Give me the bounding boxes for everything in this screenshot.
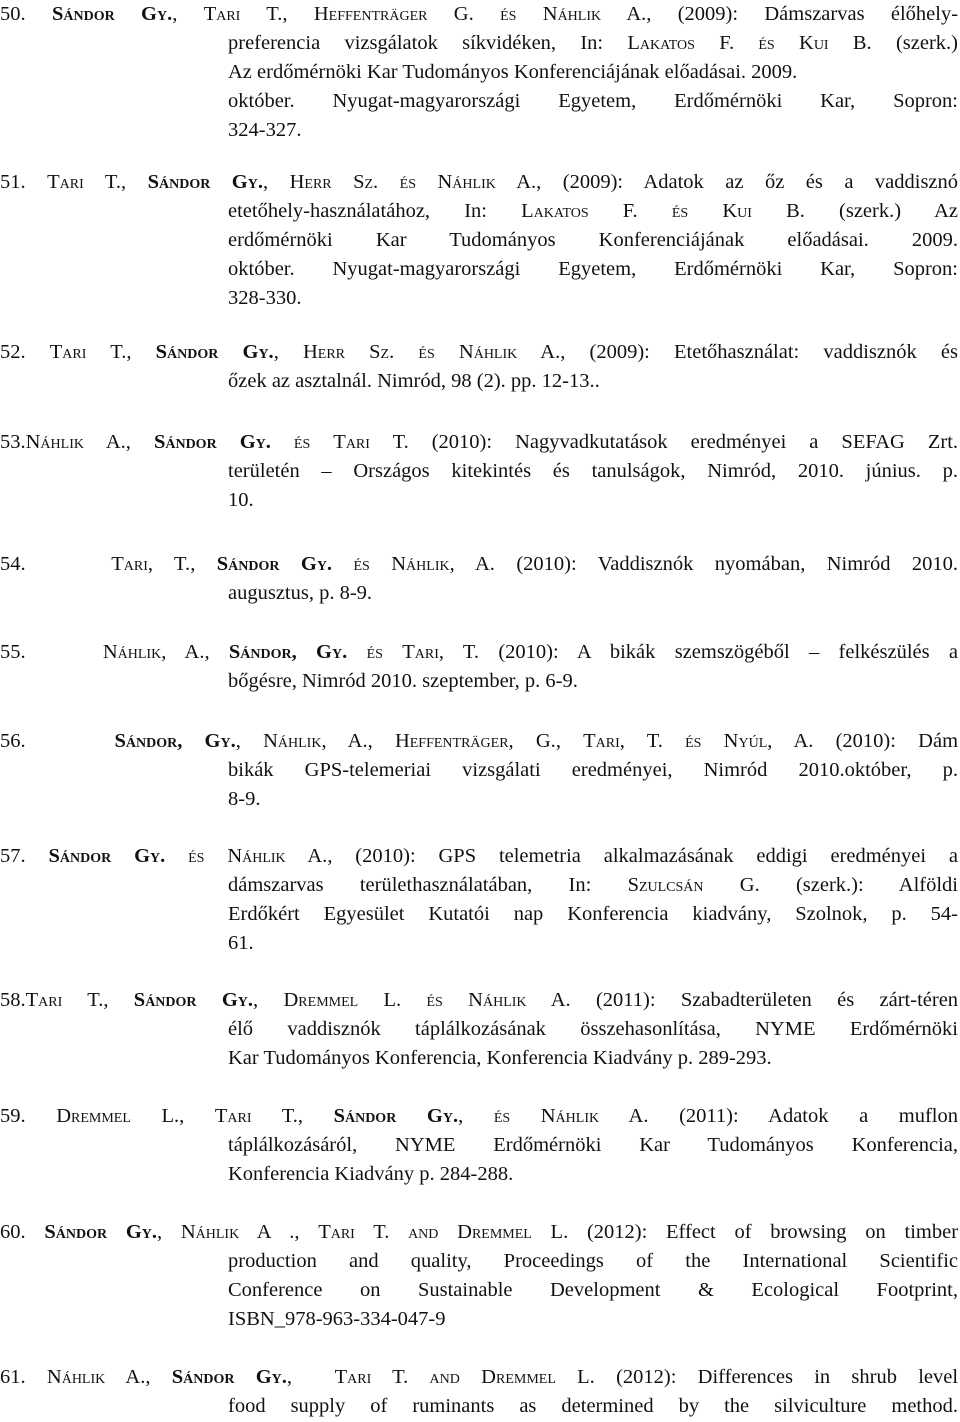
author-name-bold: Sándor Gy. [171, 1366, 287, 1388]
reference-continuation-line [228, 255, 958, 284]
author-name: Herr Sz. [302, 341, 395, 363]
reference-text: , [125, 431, 154, 453]
author-name: and [408, 1221, 439, 1243]
reference-continuation-line [228, 1160, 958, 1189]
reference-text: G. (szerk.): Alföldi [703, 874, 958, 896]
reference-text: , [262, 171, 290, 193]
author-name: Lakatos [521, 200, 589, 222]
reference-continuation-line [228, 929, 958, 958]
reference-text: 57. [0, 845, 49, 867]
author-name: Náhlik A. [540, 1105, 649, 1127]
reference-text: őzek az asztalnál. Nimród, 98 (2). pp. 12-13.. [228, 370, 600, 392]
reference-first-line [0, 1363, 958, 1392]
reference-text: , [145, 1366, 172, 1388]
author-name: és [418, 341, 435, 363]
reference-text: táplálkozásáról, NYME Erdőmérnöki Kar Tudományos Konferencia, [228, 1134, 958, 1156]
reference-text [775, 32, 799, 54]
reference-text [370, 553, 391, 575]
reference-text: , [120, 171, 148, 193]
author-name-bold: Sándor, Gy. [114, 730, 236, 752]
reference-text: 324-327. [228, 119, 302, 141]
reference-first-line [0, 1218, 958, 1247]
reference-text: Az erdőmérnöki Kar Tudományos Konferenciájának előadásai. 2009. [228, 61, 798, 83]
reference-continuation-line [228, 367, 958, 396]
reference-text: dámszarvas területhasználatában, In: [228, 874, 628, 896]
reference-text [383, 641, 402, 663]
reference-text: (2012): Effect of browsing on timber [568, 1221, 959, 1243]
reference-text: , [172, 3, 204, 25]
reference-continuation-line [228, 579, 958, 608]
author-name: Kui [722, 200, 752, 222]
reference-text: F. [694, 32, 759, 54]
author-name: és [500, 3, 517, 25]
reference-text: 10. [228, 489, 254, 511]
reference-text: 60. [0, 1221, 45, 1243]
reference-continuation-line [228, 1131, 958, 1160]
author-name: Náhlik A. [458, 341, 561, 363]
reference-text [474, 3, 500, 25]
author-name: Heffenträger, G. [394, 730, 556, 752]
author-name: Náhlik A. [46, 1366, 146, 1388]
reference-text: (2012): Differences in shrub level [594, 1366, 959, 1388]
reference-text [663, 730, 685, 752]
reference-text: etetőhely-használatához, In: [228, 200, 522, 222]
reference-first-line [0, 842, 958, 871]
author-name-bold: Sándor Gy. [51, 3, 173, 25]
reference-text: (2010): Dám [813, 730, 959, 752]
reference-text: élő vaddisznók táplálkozásának összehasonlítása, NYME Erdőmérnöki [228, 1018, 958, 1040]
author-name: Náhlik A. [468, 989, 571, 1011]
author-name: Herr Sz. [289, 171, 379, 193]
reference-text: , [103, 989, 134, 1011]
author-name-bold: Sándor Gy. [216, 553, 333, 575]
author-name: és [426, 989, 443, 1011]
reference-continuation-line [228, 58, 958, 87]
reference-continuation-line [228, 116, 958, 145]
reference-entry [0, 1102, 958, 1189]
reference-continuation-line [228, 1044, 958, 1073]
reference-continuation-line [228, 871, 958, 900]
reference-text: , [204, 641, 229, 663]
reference-text: F. [588, 200, 672, 222]
reference-first-line [0, 0, 958, 29]
author-name: és [188, 845, 205, 867]
reference-text: , [179, 1105, 215, 1127]
reference-entry [0, 638, 958, 696]
reference-text: 8-9. [228, 788, 261, 810]
author-name: és [685, 730, 702, 752]
reference-continuation-line [228, 1015, 958, 1044]
reference-continuation-line [228, 197, 958, 226]
author-name: Náhlik A . [180, 1221, 295, 1243]
author-name: Náhlik A. [25, 431, 126, 453]
reference-text [701, 730, 723, 752]
reference-text: (2010): Nagyvadkutatások eredményei a SEFAG Zrt. [408, 431, 959, 453]
reference-text: (2010): Vaddisznók nyomában, Nimród 2010. [494, 553, 959, 575]
reference-text: 328-330. [228, 287, 302, 309]
reference-text: 58. [0, 989, 26, 1011]
reference-entry [0, 338, 958, 396]
reference-text [408, 1366, 429, 1388]
reference-first-line [0, 428, 958, 457]
author-name: Dremmel L. [457, 1221, 569, 1243]
author-name: Tari, T. [111, 553, 191, 575]
reference-text: Erdőkért Egyesület Kutatói nap Konferencia kiadvány, Szolnok, p. 54- [228, 903, 958, 925]
reference-text [688, 200, 722, 222]
author-name: Dremmel L. [283, 989, 402, 1011]
reference-continuation-line [228, 1392, 958, 1421]
reference-text: 51. [0, 171, 48, 193]
reference-first-line [0, 1102, 958, 1131]
reference-text: Conference on Sustainable Development & Ecological Footprint, [228, 1279, 958, 1301]
reference-text: 61. [0, 1366, 47, 1388]
reference-continuation-line [228, 667, 958, 696]
reference-text: (2011): Adatok a muflon [648, 1105, 958, 1127]
reference-text: , [367, 730, 395, 752]
author-name: Lakatos [627, 32, 695, 54]
reference-text: , [458, 1105, 494, 1127]
reference-text: bikák GPS-telemeriai vizsgálati eredményei, Nimród 2010.október, p. [228, 759, 958, 781]
reference-continuation-line [228, 756, 958, 785]
reference-entry [0, 0, 958, 145]
author-name: Nyúl, A. [723, 730, 814, 752]
author-name: és [399, 171, 417, 193]
reference-first-line [0, 986, 958, 1015]
reference-text: , [273, 341, 303, 363]
reference-text: , [555, 730, 584, 752]
reference-continuation-line [228, 1247, 958, 1276]
reference-text [460, 1366, 481, 1388]
reference-text: területén – Országos kitekintés és tanulságok, Nimród, 2010. június. p. [228, 460, 958, 482]
author-name: és [293, 431, 311, 453]
author-name: és [758, 32, 775, 54]
reference-text: október. Nyugat-magyarországi Egyetem, Erdőmérnöki Kar, Sopron: [228, 90, 958, 112]
reference-text: 55. [0, 641, 103, 663]
reference-text: , [157, 1221, 181, 1243]
reference-text: 52. [0, 341, 50, 363]
reference-first-line [0, 727, 958, 756]
reference-continuation-line [228, 900, 958, 929]
reference-continuation-line [228, 457, 958, 486]
reference-text: B. (szerk.) Az [751, 200, 958, 222]
reference-text [435, 341, 459, 363]
reference-text: , [190, 553, 217, 575]
author-name: és [493, 1105, 511, 1127]
author-name: Náhlik, A. [263, 730, 368, 752]
reference-text [389, 1221, 408, 1243]
author-name: Tari T. [203, 3, 283, 25]
reference-text: , [297, 1105, 334, 1127]
reference-text [416, 171, 437, 193]
author-name: Heffenträger G. [313, 3, 474, 25]
reference-text: bőgésre, Nimród 2010. szeptember, p. 6-9. [228, 670, 578, 692]
author-name: és [671, 200, 689, 222]
reference-entry [0, 986, 958, 1073]
reference-text: , (2009): Etetőhasználat: vaddisznók és [560, 341, 958, 363]
author-name: Tari T. [214, 1105, 298, 1127]
reference-entry [0, 1218, 958, 1334]
reference-text: preferencia vizsgálatok síkvidéken, In: [228, 32, 628, 54]
reference-continuation-line [228, 284, 958, 313]
reference-text: ISBN_978-963-334-047-9 [228, 1308, 446, 1330]
reference-text: B. (szerk.) [828, 32, 958, 54]
author-name: and [429, 1366, 460, 1388]
author-name-bold: Sándor Gy. [147, 171, 263, 193]
reference-text [165, 845, 188, 867]
author-name-bold: Sándor Gy. [333, 1105, 459, 1127]
author-name: Tari T. [318, 1221, 390, 1243]
reference-text: , [253, 989, 284, 1011]
reference-text: (2011): Szabadterületen és zárt-téren [570, 989, 959, 1011]
author-name-bold: Sándor Gy. [48, 845, 166, 867]
reference-text [510, 1105, 541, 1127]
author-name: Tari T. [333, 431, 409, 453]
reference-entry [0, 428, 958, 515]
reference-continuation-line [228, 1276, 958, 1305]
reference-text: , [294, 1221, 319, 1243]
reference-text [310, 431, 333, 453]
reference-text: 59. [0, 1105, 57, 1127]
reference-text: , (2010): GPS telemetria alkalmazásának eddigi eredményei a [327, 845, 959, 867]
reference-entry [0, 168, 958, 313]
reference-text: 53. [0, 431, 26, 453]
reference-text: , [235, 730, 264, 752]
reference-text: food supply of ruminants as determined by the silviculture method. [228, 1395, 958, 1417]
author-name: Dremmel L. [481, 1366, 595, 1388]
reference-entry [0, 550, 958, 608]
author-name: és [353, 553, 370, 575]
author-name: Tari T. [334, 1366, 409, 1388]
reference-text: , [126, 341, 156, 363]
reference-text [347, 641, 366, 663]
reference-continuation-line [228, 226, 958, 255]
reference-first-line [0, 550, 958, 579]
reference-text [332, 553, 353, 575]
author-name-bold: Sándor Gy. [133, 989, 254, 1011]
reference-text: 61. [228, 932, 254, 954]
author-name: és [366, 641, 383, 663]
author-name: Tari T. [25, 989, 104, 1011]
author-name: Náhlik, A. [391, 553, 495, 575]
reference-text: , (2009): Adatok az őz és a vaddisznó [536, 171, 959, 193]
reference-continuation-line [228, 785, 958, 814]
reference-text [204, 845, 227, 867]
reference-continuation-line [228, 29, 958, 58]
reference-continuation-line [228, 1305, 958, 1334]
reference-continuation-line [228, 87, 958, 116]
reference-text: , (2009): Dámszarvas élőhely- [646, 3, 959, 25]
reference-text: augusztus, p. 8-9. [228, 582, 373, 604]
author-name: Tari T. [49, 341, 127, 363]
reference-continuation-line [228, 486, 958, 515]
author-name: Tari T. [47, 171, 121, 193]
reference-entry [0, 1363, 958, 1421]
reference-text: (2010): A bikák szemszögéből – felkészülés a [479, 641, 959, 663]
reference-text: 56. [0, 730, 115, 752]
reference-text [401, 989, 426, 1011]
author-name: Kui [799, 32, 829, 54]
reference-first-line [0, 638, 958, 667]
reference-entry [0, 727, 958, 814]
author-name: Dremmel L. [56, 1105, 180, 1127]
author-name: Szulcsán [627, 874, 704, 896]
reference-text: erdőmérnöki Kar Tudományos Konferenciájának előadásai. 2009. [228, 229, 958, 251]
reference-text [443, 989, 468, 1011]
reference-text [378, 171, 399, 193]
reference-first-line [0, 168, 958, 197]
reference-text: production and quality, Proceedings of the International Scientific [228, 1250, 958, 1272]
reference-text: Kar Tudományos Konferencia, Konferencia Kiadvány p. 289-293. [228, 1047, 772, 1069]
reference-first-line [0, 338, 958, 367]
author-name-bold: Sándor Gy. [153, 431, 271, 453]
reference-text: 50. [0, 3, 52, 25]
reference-text: Konferencia Kiadvány p. 284-288. [228, 1163, 514, 1185]
reference-text: , [282, 3, 314, 25]
reference-text [438, 1221, 457, 1243]
reference-text: 54. [0, 553, 112, 575]
author-name-bold: Sándor Gy. [44, 1221, 157, 1243]
reference-text: október. Nyugat-magyarországi Egyetem, Erdőmérnöki Kar, Sopron: [228, 258, 958, 280]
author-name: Náhlik, A. [102, 641, 205, 663]
reference-text: , [286, 1366, 335, 1388]
reference-text [271, 431, 294, 453]
author-name: Náhlik A. [227, 845, 328, 867]
reference-text [516, 3, 542, 25]
author-name-bold: Sándor Gy. [155, 341, 274, 363]
reference-text [394, 341, 418, 363]
author-name: Náhlik A. [437, 171, 537, 193]
author-name: Náhlik A. [542, 3, 647, 25]
author-name-bold: Sándor, Gy. [228, 641, 348, 663]
author-name: Tari, T. [402, 641, 480, 663]
reference-entry [0, 842, 958, 958]
author-name: Tari, T. [583, 730, 663, 752]
